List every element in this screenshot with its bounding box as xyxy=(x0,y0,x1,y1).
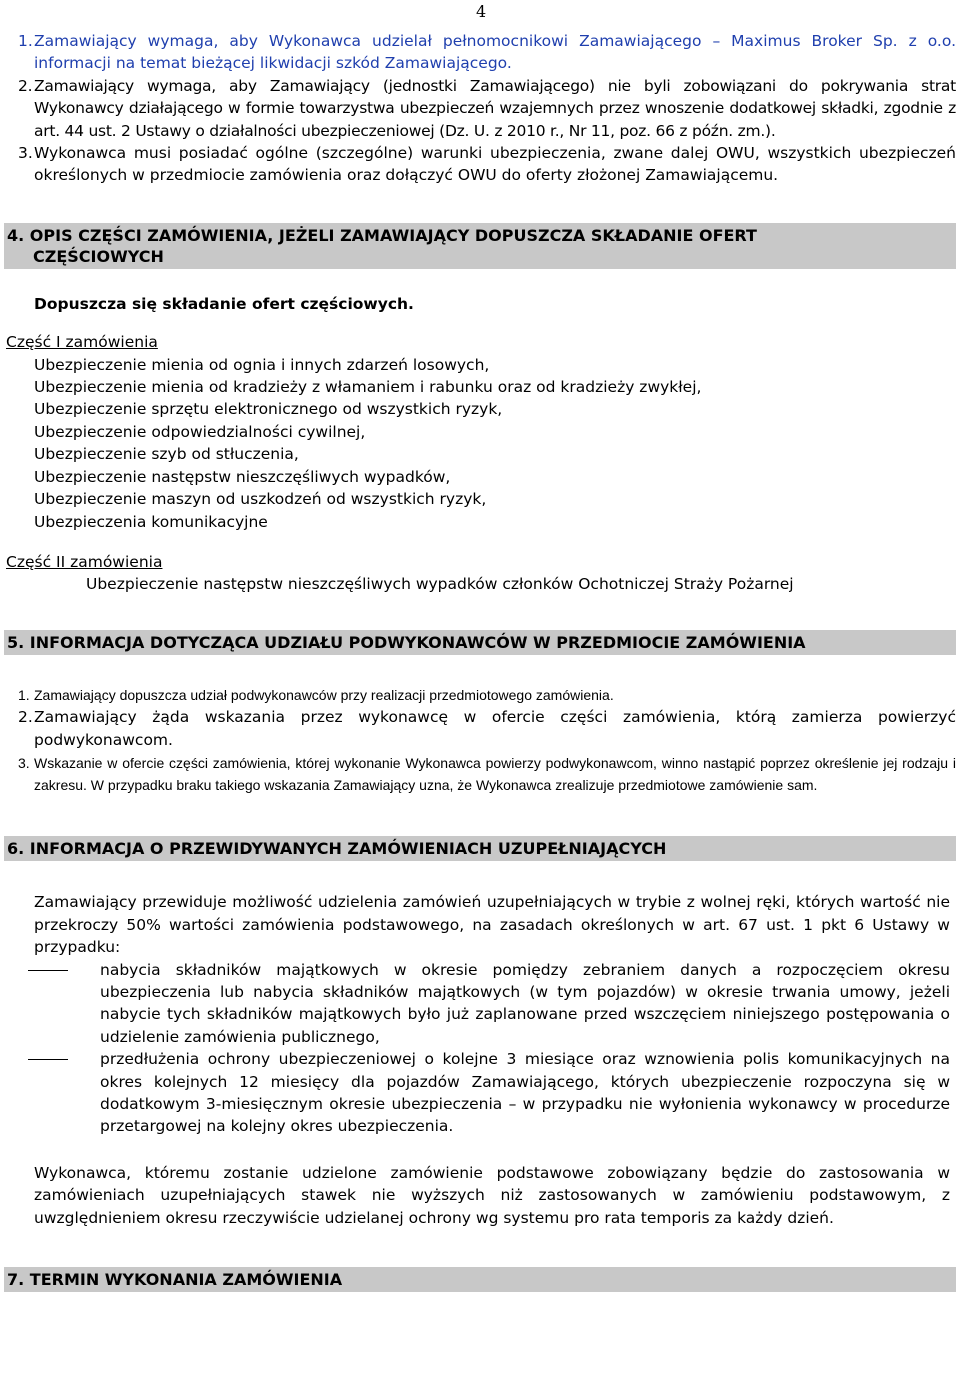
list-item xyxy=(4,30,956,75)
section-title: 5. INFORMACJA DOTYCZĄCA UDZIAŁU PODWYKONAWCÓW W PRZEDMIOCIE ZAMÓWIENIA xyxy=(7,632,806,652)
list-number: 3. xyxy=(18,144,33,163)
list-text: Wykonawca musi posiadać ogólne (szczególne) warunki ubezpieczenia, zwane dalej OWU, wszystkich ubezpieczeń określonych w przedmiocie zamówienia oraz dołączyć OWU do oferty złożonej Zamawiającemu. xyxy=(34,144,956,185)
section-4-heading xyxy=(4,223,956,269)
list-item: Ubezpieczenia komunikacyjne xyxy=(34,512,268,531)
part-1-title: Część I zamówienia xyxy=(6,333,158,352)
section-6-intro: Zamawiający przewiduje możliwość udzielenia zamówień uzupełniających w trybie z wolnej ręki, których wartość nie przekroczy 50% wartości zamówienia podstawowego, na zasadach określonych w art. 67 ust. 1 pkt 6 Ustawy w przypadku: xyxy=(34,893,950,957)
list-text: Zamawiający wymaga, aby Zamawiający (jednostki Zamawiającego) nie byli zobowiązani do pokrywania strat Wykonawcy działającego w formie towarzystwa ubezpieczeń wzajemnych przez wnoszenie dodatkowej składki, zgodnie z art. 44 ust. 2 Ustawy o działalności ubezpieczeniowej (Dz. U. z 2010 r., Nr 11, poz. 66 z późn. zm.). xyxy=(34,76,956,140)
section-5-list xyxy=(4,685,956,797)
list-text: Zamawiający wymaga, aby Wykonawca udzielał pełnomocnikowi Zamawiającego – Maximus Broker Sp. z o.o. informacji na temat bieżącej likwidacji szkód Zamawiającego. xyxy=(34,32,956,73)
list-text: przedłużenia ochrony ubezpieczeniowej o kolejne 3 miesiące oraz wznowienia polis komunikacyjnych na okres kolejnych 12 miesięcy dla pojazdów Zamawiającego, których ubezpieczenie rozpoczyna się w dodatkowym 3-miesięcznym okresie ubezpieczenia – w przypadku nie wyłonienia wykonawcy w procedurze przetargowej na kolejny okres ubezpieczenia. xyxy=(100,1050,950,1136)
list-item xyxy=(4,685,956,707)
section-7-heading xyxy=(4,1267,956,1292)
list-item: Ubezpieczenie szyb od stłuczenia, xyxy=(34,445,299,464)
dash-list-item xyxy=(4,1048,956,1138)
list-text: Wskazanie w ofercie części zamówienia, której wykonanie Wykonawca powierzy podwykonawcom, winno nastąpić poprzez określenie jej rodzaju i zakresu. W przypadku braku takiego wskazania Zamawiający uzna, że Wykonawca zrealizuje przedmiotowe zamówienie sam. xyxy=(34,755,956,793)
section-6-dash-list xyxy=(4,959,956,1138)
dash-bullet xyxy=(28,1059,68,1060)
list-item: Ubezpieczenie maszyn od uszkodzeń od wszystkich ryzyk, xyxy=(34,490,487,509)
list-number: 1. xyxy=(18,32,33,50)
list-item: Ubezpieczenie następstw nieszczęśliwych wypadków członków Ochotniczej Straży Pożarnej xyxy=(86,575,794,594)
list-number: 2. xyxy=(18,76,33,95)
intro-list xyxy=(4,30,956,187)
document-body xyxy=(4,30,956,1292)
list-text: nabycia składników majątkowych w okresie pomiędzy zebraniem danych a rozpoczęciem okresu ubezpieczenia lub nabycia składników majątkowych (w tym pojazdów) w okresie trwania umowy, jeżeli nabycie tych składników majątkowych było już zaplanowane przed wszczęciem niniejszego postępowania o udzielenie zamówienia publicznego, xyxy=(100,960,950,1046)
list-item xyxy=(4,706,956,751)
part-1-list xyxy=(4,354,956,533)
section-5-heading xyxy=(4,630,956,655)
section-title: 6. INFORMACJA O PRZEWIDYWANYCH ZAMÓWIENIACH UZUPEŁNIAJĄCYCH xyxy=(7,839,667,859)
list-item: Ubezpieczenie odpowiedzialności cywilnej, xyxy=(34,422,366,441)
list-item xyxy=(4,142,956,187)
partial-offers-note: Dopuszcza się składanie ofert częściowych. xyxy=(34,294,414,313)
list-number: 2. xyxy=(18,708,33,727)
list-text: Zamawiający żąda wskazania przez wykonawcę w ofercie części zamówienia, którą zamierza powierzyć podwykonawcom. xyxy=(34,708,956,749)
list-item: Ubezpieczenie mienia od ognia i innych zdarzeń losowych, xyxy=(34,355,490,374)
section-6-closing: Wykonawca, któremu zostanie udzielone zamówienie podstawowe zobowiązany będzie do zastosowania w zamówieniach uzupełniających stawek nie wyższych niż zastosowanych w zamówieniu podstawowym, z uwzględnieniem okresu rzeczywiście udzielanej ochrony wg systemu pro rata temporis za każdy dzień. xyxy=(34,1163,950,1227)
dash-list-item xyxy=(4,959,956,1049)
section-6-heading xyxy=(4,836,956,861)
dash-bullet xyxy=(28,970,68,971)
list-item: Ubezpieczenie następstw nieszczęśliwych wypadków, xyxy=(34,467,451,486)
part-2-title: Część II zamówienia xyxy=(6,552,163,571)
list-item xyxy=(4,751,956,796)
section-title: 4. OPIS CZĘŚCI ZAMÓWIENIA, JEŻELI ZAMAWIAJĄCY DOPUSZCZA SKŁADANIE OFERT xyxy=(7,225,757,245)
list-text: Zamawiający dopuszcza udział podwykonawców przy realizacji przedmiotowego zamówienia. xyxy=(34,686,614,703)
section-title: 7. TERMIN WYKONANIA ZAMÓWIENIA xyxy=(7,1270,343,1289)
list-item xyxy=(4,75,956,142)
list-item: Ubezpieczenie mienia od kradzieży z włamaniem i rabunku oraz od kradzieży zwykłej, xyxy=(34,378,702,397)
list-number: 1. xyxy=(18,686,30,703)
list-number: 3. xyxy=(18,755,30,772)
list-item: Ubezpieczenie sprzętu elektronicznego od wszystkich ryzyk, xyxy=(34,400,503,419)
page-number: 4 xyxy=(476,2,487,21)
section-title-cont: CZĘŚCIOWYCH xyxy=(33,246,164,266)
